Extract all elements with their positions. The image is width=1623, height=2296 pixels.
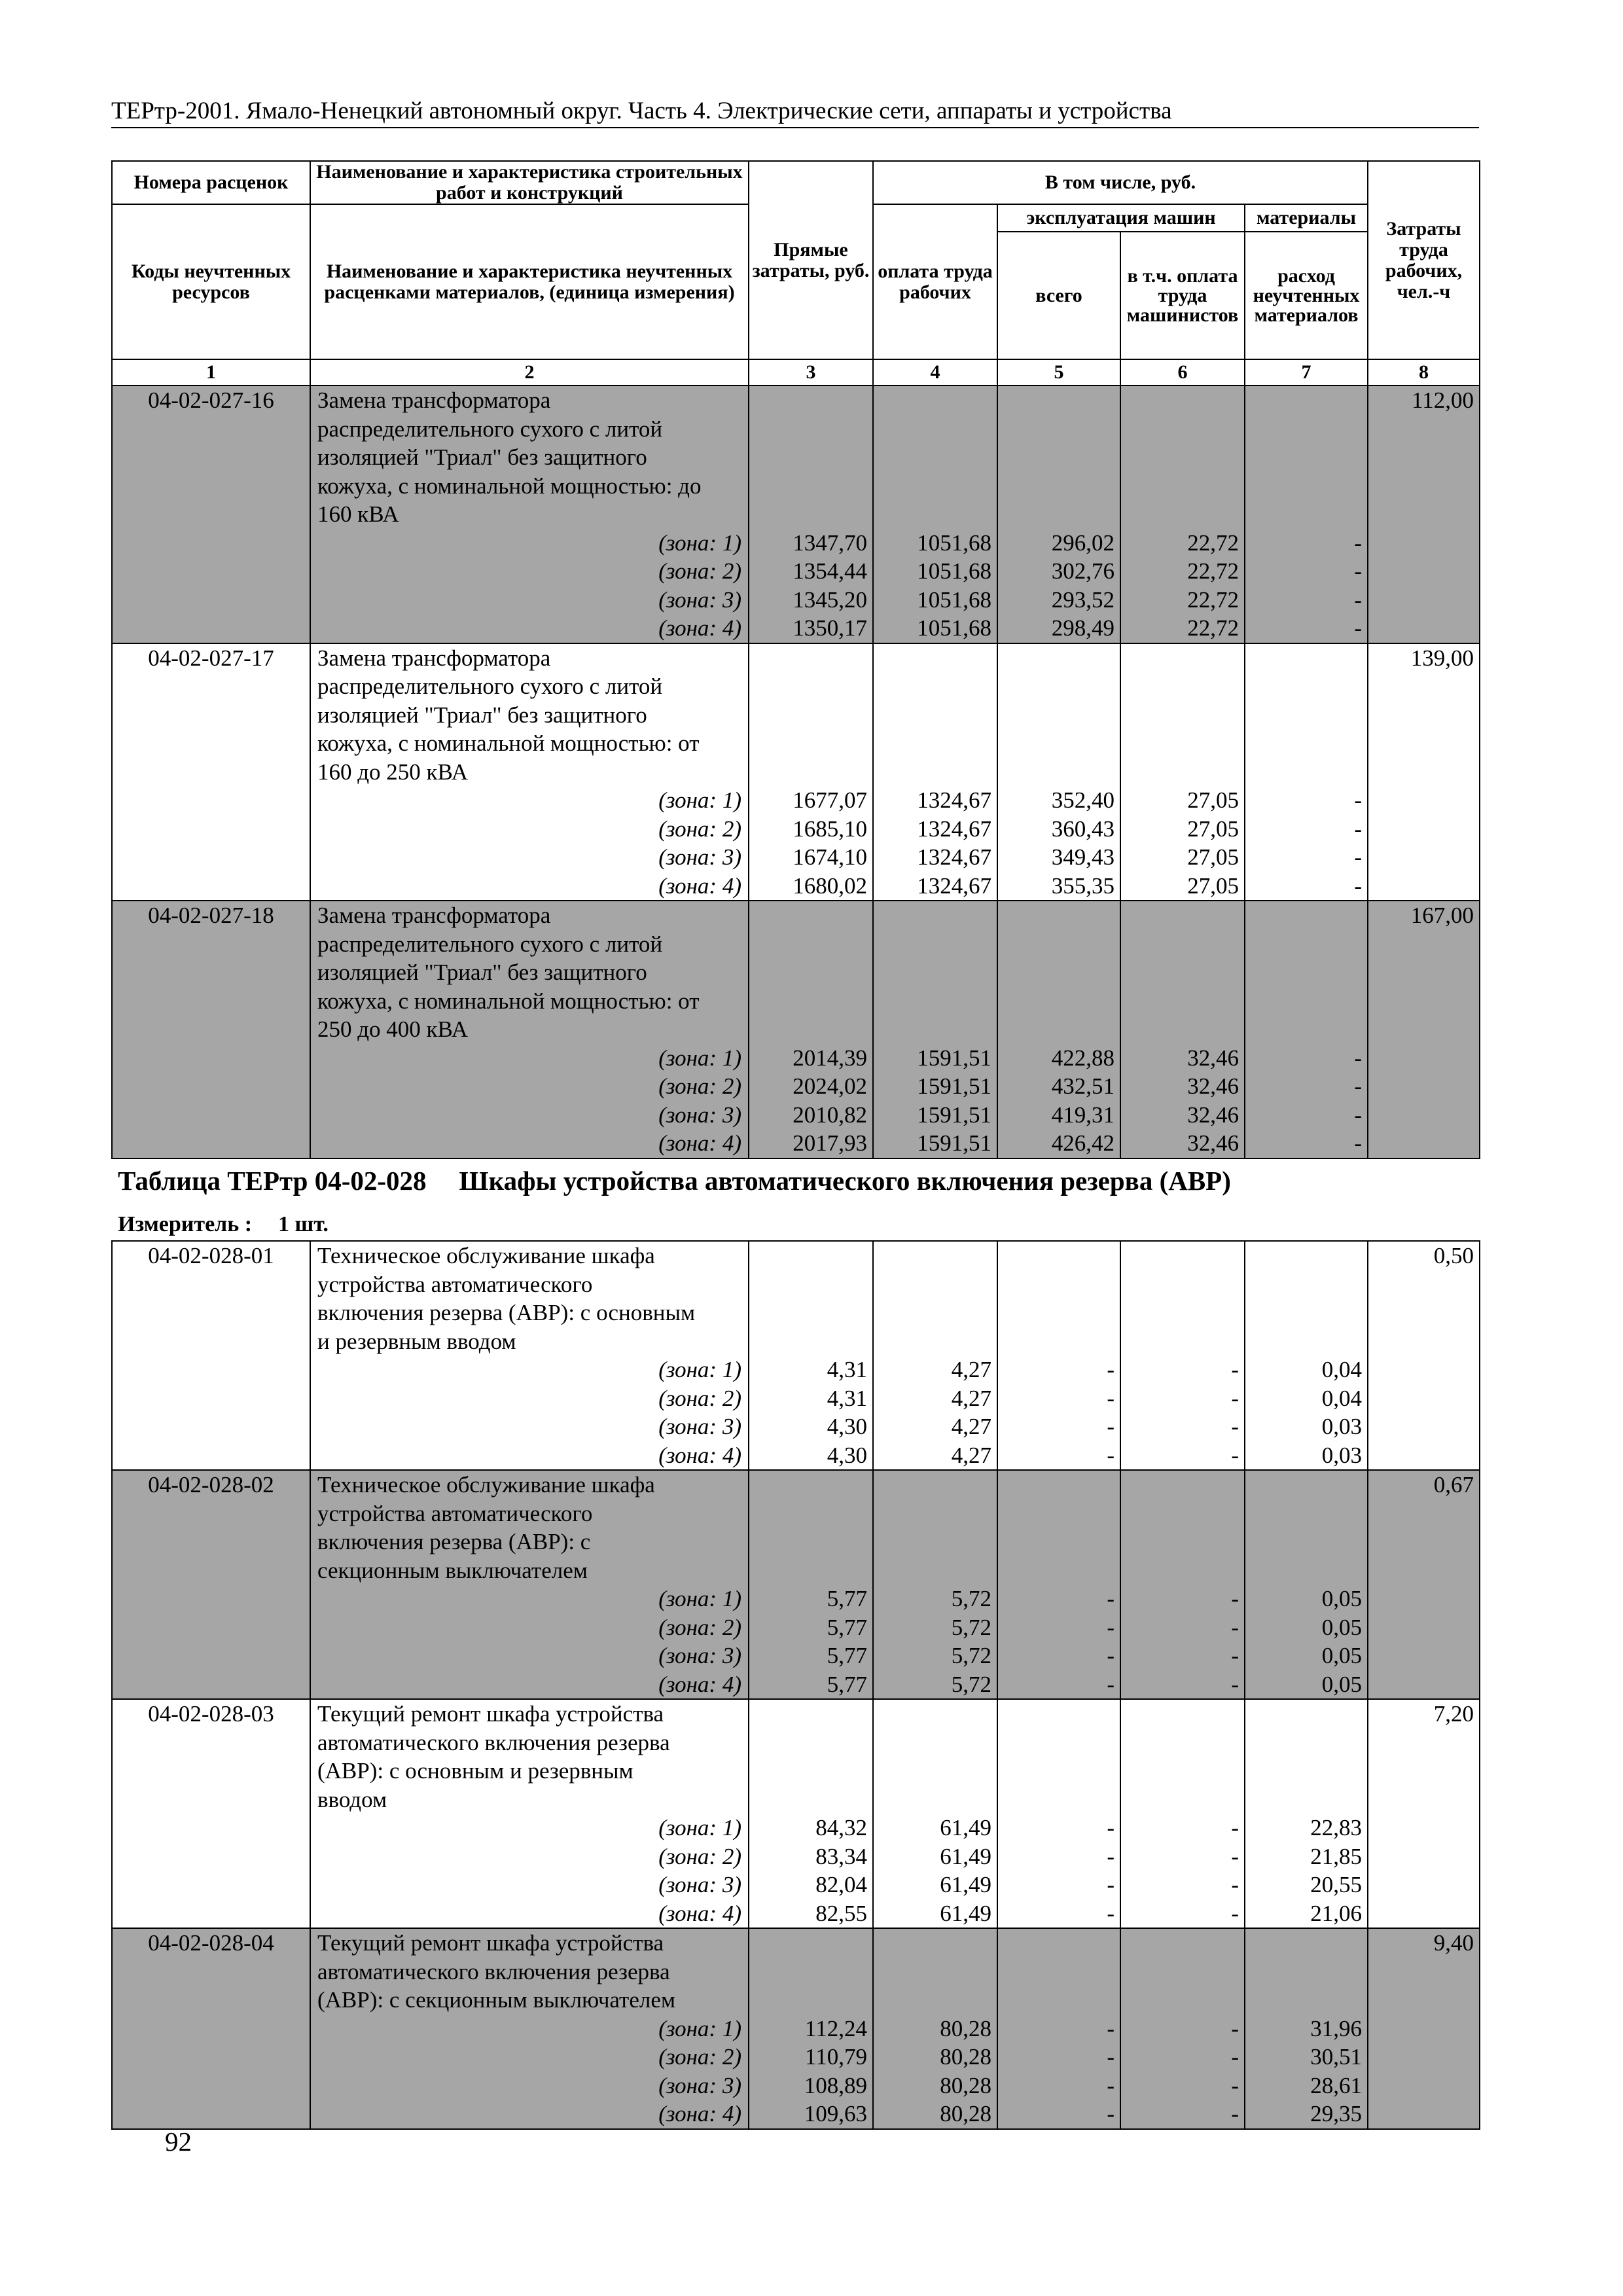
materials-value: - — [1354, 586, 1362, 613]
direct-value: 4,30 — [827, 1442, 867, 1468]
description-line: Замена трансформатора — [317, 645, 551, 671]
rate-description — [310, 901, 749, 1158]
operators-value: - — [1231, 1671, 1239, 1697]
unit-label: Измеритель : — [118, 1212, 253, 1236]
description-line: (АВР): с основным и резервным — [317, 1758, 633, 1784]
materials-value: 28,61 — [1310, 2072, 1362, 2098]
machines-value: 432,51 — [1051, 1073, 1115, 1099]
rate-code: 04-02-028-03 — [112, 1699, 310, 1928]
wages-value: 5,72 — [951, 1643, 991, 1668]
machines-value: - — [1107, 1385, 1115, 1411]
direct-value: 83,34 — [815, 1843, 867, 1869]
operators-value: 32,46 — [1187, 1102, 1239, 1128]
description-line: автоматического включения резерва — [317, 1729, 670, 1755]
direct-value: 2024,02 — [793, 1073, 867, 1099]
wages-value: 4,27 — [951, 1442, 991, 1468]
description-line: 160 кВА — [317, 501, 399, 527]
zone-label: (зона: 3) — [658, 844, 741, 870]
zone-label: (зона: 1) — [658, 1815, 741, 1840]
description-line: распределительного сухого с литой — [317, 416, 663, 442]
wages-value: 5,72 — [951, 1671, 991, 1697]
materials-value: 20,55 — [1310, 1872, 1362, 1897]
rate-code: 04-02-028-02 — [112, 1470, 310, 1699]
direct-value: 112,24 — [805, 2015, 867, 2041]
operators-value: - — [1231, 1586, 1239, 1611]
direct-value: 2010,82 — [793, 1102, 867, 1128]
materials-value: 0,03 — [1321, 1442, 1362, 1468]
rate-code: 04-02-028-01 — [112, 1241, 310, 1470]
wages-value: 1324,67 — [917, 787, 991, 813]
direct-value: 110,79 — [805, 2044, 867, 2070]
direct-value: 1677,07 — [793, 787, 867, 813]
direct-value: 4,31 — [827, 1357, 867, 1382]
direct-value: 1674,10 — [793, 844, 867, 870]
rate-code: 04-02-027-16 — [112, 386, 310, 643]
materials-value: 0,05 — [1321, 1614, 1362, 1640]
zone-label: (зона: 1) — [658, 2015, 741, 2041]
machines-value: - — [1107, 1614, 1115, 1640]
materials-value: 21,85 — [1310, 1843, 1362, 1869]
machines-value: - — [1107, 1843, 1115, 1869]
zone-label: (зона: 1) — [658, 1045, 741, 1071]
column-number: 8 — [1368, 359, 1480, 386]
description-line: 250 до 400 кВА — [317, 1016, 468, 1042]
wages-value: 4,27 — [951, 1357, 991, 1382]
col-direct — [749, 386, 873, 643]
materials-value: - — [1354, 1102, 1362, 1128]
materials-value: - — [1354, 1073, 1362, 1099]
machines-value: 296,02 — [1051, 529, 1115, 556]
wages-value: 1324,67 — [917, 872, 991, 899]
labor-cost: 0,50 — [1368, 1241, 1480, 1470]
machines-value: 349,43 — [1051, 844, 1115, 870]
operators-value: - — [1231, 1442, 1239, 1468]
wages-value: 80,28 — [940, 2072, 991, 2098]
table-header — [112, 161, 1480, 386]
machines-value: 360,43 — [1051, 816, 1115, 842]
col-machines — [997, 1699, 1120, 1928]
direct-value: 1680,02 — [793, 872, 867, 899]
operators-value: 22,72 — [1187, 529, 1239, 556]
operators-value: 22,72 — [1187, 615, 1239, 641]
operators-value: - — [1231, 1900, 1239, 1926]
col-operators — [1120, 1241, 1245, 1470]
header-machine-operation: эксплуатация машин — [997, 204, 1245, 232]
description-line: включения резерва (АВР): с основным — [317, 1300, 696, 1325]
description-line: кожуха, с номинальной мощностью: до — [317, 473, 702, 499]
wages-value: 4,27 — [951, 1414, 991, 1439]
operators-value: - — [1231, 1357, 1239, 1382]
direct-value: 84,32 — [815, 1815, 867, 1840]
header-materials: материалы — [1245, 204, 1368, 232]
operators-value: - — [1231, 1414, 1239, 1439]
col-wages — [873, 643, 997, 901]
description-line: распределительного сухого с литой — [317, 931, 663, 957]
col-machines — [997, 386, 1120, 643]
operators-value: - — [1231, 1815, 1239, 1840]
col-wages — [873, 1470, 997, 1699]
zone-label: (зона: 1) — [658, 1586, 741, 1611]
direct-value: 4,30 — [827, 1414, 867, 1439]
rate-description — [310, 1928, 749, 2129]
labor-cost: 112,00 — [1368, 386, 1480, 643]
col-wages — [873, 386, 997, 643]
machines-value: - — [1107, 1872, 1115, 1897]
description-line: Замена трансформатора — [317, 387, 551, 413]
direct-value: 5,77 — [827, 1643, 867, 1668]
machines-value: - — [1107, 1414, 1115, 1439]
description-line: изоляцией "Триал" без защитного — [317, 444, 647, 470]
direct-value: 1350,17 — [793, 615, 867, 641]
wages-value: 80,28 — [940, 2015, 991, 2041]
zone-label: (зона: 3) — [658, 1102, 741, 1128]
col-operators — [1120, 643, 1245, 901]
direct-value: 1685,10 — [793, 816, 867, 842]
description-line: Текущий ремонт шкафа устройства — [317, 1930, 664, 1956]
wages-value: 1051,68 — [917, 615, 991, 641]
machines-value: - — [1107, 1586, 1115, 1611]
zone-label: (зона: 4) — [658, 872, 741, 899]
col-materials — [1245, 1928, 1368, 2129]
operators-value: - — [1231, 1872, 1239, 1897]
rates-table-04-02-027 — [111, 160, 1480, 1159]
materials-value: 21,06 — [1310, 1900, 1362, 1926]
materials-value: 22,83 — [1310, 1815, 1362, 1840]
col-materials — [1245, 643, 1368, 901]
materials-value: 0,04 — [1321, 1357, 1362, 1382]
zone-label: (зона: 2) — [658, 558, 741, 584]
zone-label: (зона: 3) — [658, 586, 741, 613]
materials-value: 29,35 — [1310, 2101, 1362, 2126]
materials-value: 0,05 — [1321, 1671, 1362, 1697]
direct-value: 1345,20 — [793, 586, 867, 613]
col-materials — [1245, 386, 1368, 643]
operators-value: - — [1231, 2072, 1239, 2098]
direct-value: 5,77 — [827, 1614, 867, 1640]
header-unaccounted-materials: расход неучтенных материалов — [1245, 232, 1368, 359]
direct-value: 109,63 — [804, 2101, 867, 2126]
labor-cost: 167,00 — [1368, 901, 1480, 1158]
labor-cost: 0,67 — [1368, 1470, 1480, 1699]
materials-value: - — [1354, 787, 1362, 813]
column-number: 5 — [997, 359, 1120, 386]
zone-label: (зона: 1) — [658, 1357, 741, 1382]
description-line: и резервным вводом — [317, 1328, 516, 1354]
wages-value: 1591,51 — [917, 1045, 991, 1071]
machines-value: 298,49 — [1051, 615, 1115, 641]
description-line: устройства автоматического — [317, 1500, 593, 1526]
header-labor-costs: Затраты труда рабочих, чел.-ч — [1368, 161, 1480, 359]
direct-value: 5,77 — [827, 1671, 867, 1697]
wages-value: 1324,67 — [917, 844, 991, 870]
direct-value: 108,89 — [804, 2072, 867, 2098]
operators-value: - — [1231, 1643, 1239, 1668]
direct-value: 2017,93 — [793, 1130, 867, 1156]
zone-label: (зона: 1) — [658, 529, 741, 556]
wages-value: 1324,67 — [917, 816, 991, 842]
header-worker-wages: оплата труда рабочих — [873, 204, 997, 359]
machines-value: - — [1107, 2072, 1115, 2098]
direct-value: 2014,39 — [793, 1045, 867, 1071]
machines-value: 352,40 — [1051, 787, 1115, 813]
operators-value: 27,05 — [1187, 787, 1239, 813]
operators-value: - — [1231, 2044, 1239, 2070]
description-line: включения резерва (АВР): с — [317, 1529, 591, 1554]
machines-value: - — [1107, 1815, 1115, 1840]
materials-value: - — [1354, 844, 1362, 870]
col-materials — [1245, 1470, 1368, 1699]
header-work-name: Наименование и характеристика строительных работ и конструкций — [310, 161, 749, 204]
machines-value: 419,31 — [1051, 1102, 1115, 1128]
table2-code: Таблица ТЕРтр 04-02-028 — [118, 1166, 427, 1196]
materials-value: 30,51 — [1310, 2044, 1362, 2070]
rate-row — [112, 1470, 1480, 1699]
col-wages — [873, 1241, 997, 1470]
col-machines — [997, 901, 1120, 1158]
materials-value: - — [1354, 615, 1362, 641]
operators-value: - — [1231, 1614, 1239, 1640]
zone-label: (зона: 2) — [658, 2044, 741, 2070]
materials-value: 0,03 — [1321, 1414, 1362, 1439]
rate-row — [112, 386, 1480, 643]
rate-row — [112, 643, 1480, 901]
col-wages — [873, 1928, 997, 2129]
wages-value: 1051,68 — [917, 529, 991, 556]
machines-value: 302,76 — [1051, 558, 1115, 584]
operators-value: 27,05 — [1187, 872, 1239, 899]
table2-body — [112, 1241, 1480, 2129]
col-materials — [1245, 901, 1368, 1158]
col-direct — [749, 901, 873, 1158]
table2-title — [118, 1165, 1264, 1196]
machines-value: - — [1107, 2101, 1115, 2126]
rate-description — [310, 1241, 749, 1470]
machines-value: - — [1107, 1442, 1115, 1468]
machines-value: - — [1107, 1357, 1115, 1382]
page-number: 92 — [165, 2126, 192, 2157]
materials-value: - — [1354, 1045, 1362, 1071]
zone-label: (зона: 4) — [658, 2101, 741, 2126]
col-direct — [749, 643, 873, 901]
zone-label: (зона: 2) — [658, 816, 741, 842]
materials-value: 0,05 — [1321, 1643, 1362, 1668]
description-line: секционным выключателем — [317, 1557, 588, 1583]
description-line: Текущий ремонт шкафа устройства — [317, 1701, 664, 1727]
materials-value: - — [1354, 1130, 1362, 1156]
rate-description — [310, 386, 749, 643]
col-machines — [997, 1928, 1120, 2129]
rate-description — [310, 643, 749, 901]
description-line: 160 до 250 кВА — [317, 759, 468, 785]
col-wages — [873, 901, 997, 1158]
machines-value: - — [1107, 1643, 1115, 1668]
zone-label: (зона: 3) — [658, 1414, 741, 1439]
column-number: 3 — [749, 359, 873, 386]
machines-value: - — [1107, 1671, 1115, 1697]
wages-value: 1591,51 — [917, 1130, 991, 1156]
page-header: ТЕРтр-2001. Ямало-Ненецкий автономный округ. Часть 4. Электрические сети, аппараты и устройства — [111, 97, 1479, 128]
table1-body — [112, 386, 1480, 1158]
operators-value: - — [1231, 2101, 1239, 2126]
column-number: 7 — [1245, 359, 1368, 386]
column-numbers-row — [112, 359, 1480, 386]
wages-value: 61,49 — [940, 1872, 991, 1897]
col-machines — [997, 1470, 1120, 1699]
zone-label: (зона: 2) — [658, 1073, 741, 1099]
description-line: Техническое обслуживание шкафа — [317, 1243, 655, 1268]
col-operators — [1120, 901, 1245, 1158]
machines-value: 293,52 — [1051, 586, 1115, 613]
col-machines — [997, 643, 1120, 901]
machines-value: 355,35 — [1051, 872, 1115, 899]
operators-value: 32,46 — [1187, 1130, 1239, 1156]
description-line: кожуха, с номинальной мощностью: от — [317, 730, 700, 756]
column-number: 1 — [112, 359, 310, 386]
wages-value: 4,27 — [951, 1385, 991, 1411]
description-line: (АВР): с секционным выключателем — [317, 1987, 676, 2013]
wages-value: 61,49 — [940, 1843, 991, 1869]
machines-value: 426,42 — [1051, 1130, 1115, 1156]
direct-value: 82,55 — [815, 1900, 867, 1926]
materials-value: - — [1354, 872, 1362, 899]
col-operators — [1120, 1928, 1245, 2129]
wages-value: 5,72 — [951, 1586, 991, 1611]
col-operators — [1120, 1470, 1245, 1699]
header-operator-wages: в т.ч. оплата труда машинистов — [1120, 232, 1245, 359]
materials-value: 31,96 — [1310, 2015, 1362, 2041]
wages-value: 80,28 — [940, 2044, 991, 2070]
zone-label: (зона: 4) — [658, 615, 741, 641]
zone-label: (зона: 3) — [658, 1643, 741, 1668]
unit-value: 1 шт. — [278, 1212, 329, 1236]
rate-description — [310, 1699, 749, 1928]
machines-value: - — [1107, 2044, 1115, 2070]
col-direct — [749, 1928, 873, 2129]
wages-value: 1591,51 — [917, 1102, 991, 1128]
wages-value: 1051,68 — [917, 586, 991, 613]
rate-code: 04-02-027-17 — [112, 643, 310, 901]
header-including: В том числе, руб. — [873, 161, 1368, 204]
zone-label: (зона: 1) — [658, 787, 741, 813]
zone-label: (зона: 3) — [658, 1872, 741, 1897]
zone-label: (зона: 2) — [658, 1614, 741, 1640]
operators-value: 22,72 — [1187, 586, 1239, 613]
zone-label: (зона: 2) — [658, 1843, 741, 1869]
materials-value: - — [1354, 558, 1362, 584]
rate-row — [112, 901, 1480, 1158]
col-operators — [1120, 386, 1245, 643]
materials-value: 0,04 — [1321, 1385, 1362, 1411]
rate-row — [112, 1699, 1480, 1928]
rate-row — [112, 1241, 1480, 1470]
zone-label: (зона: 4) — [658, 1900, 741, 1926]
materials-value: - — [1354, 529, 1362, 556]
zone-label: (зона: 4) — [658, 1671, 741, 1697]
rate-code: 04-02-028-04 — [112, 1928, 310, 2129]
header-material-name: Наименование и характеристика неучтенных расценками материалов, (единица измерения) — [310, 204, 749, 359]
description-line: устройства автоматического — [317, 1271, 593, 1297]
col-direct — [749, 1470, 873, 1699]
operators-value: 27,05 — [1187, 816, 1239, 842]
header-direct-costs: Прямые затраты, руб. — [749, 161, 873, 359]
wages-value: 1591,51 — [917, 1073, 991, 1099]
direct-value: 1354,44 — [793, 558, 867, 584]
column-number: 4 — [873, 359, 997, 386]
machines-value: - — [1107, 1900, 1115, 1926]
zone-label: (зона: 4) — [658, 1442, 741, 1468]
labor-cost: 9,40 — [1368, 1928, 1480, 2129]
rate-code: 04-02-027-18 — [112, 901, 310, 1158]
operators-value: 27,05 — [1187, 844, 1239, 870]
machines-value: 422,88 — [1051, 1045, 1115, 1071]
operators-value: - — [1231, 1843, 1239, 1869]
wages-value: 5,72 — [951, 1614, 991, 1640]
description-line: распределительного сухого с литой — [317, 673, 663, 699]
header-machines-total: всего — [997, 232, 1120, 359]
direct-value: 82,04 — [815, 1872, 867, 1897]
rates-table-04-02-028 — [111, 1240, 1480, 2130]
header-rate-numbers: Номера расценок — [112, 161, 310, 204]
column-number: 6 — [1120, 359, 1245, 386]
direct-value: 5,77 — [827, 1586, 867, 1611]
rate-description — [310, 1470, 749, 1699]
description-line: Замена трансформатора — [317, 903, 551, 928]
col-materials — [1245, 1241, 1368, 1470]
col-machines — [997, 1241, 1120, 1470]
zone-label: (зона: 3) — [658, 2072, 741, 2098]
wages-value: 1051,68 — [917, 558, 991, 584]
col-operators — [1120, 1699, 1245, 1928]
operators-value: - — [1231, 1385, 1239, 1411]
col-materials — [1245, 1699, 1368, 1928]
direct-value: 4,31 — [827, 1385, 867, 1411]
unit-line — [118, 1212, 329, 1237]
description-line: Техническое обслуживание шкафа — [317, 1472, 655, 1498]
description-line: изоляцией "Триал" без защитного — [317, 702, 647, 728]
col-wages — [873, 1699, 997, 1928]
labor-cost: 139,00 — [1368, 643, 1480, 901]
labor-cost: 7,20 — [1368, 1699, 1480, 1928]
zone-label: (зона: 4) — [658, 1130, 741, 1156]
materials-value: - — [1354, 816, 1362, 842]
rate-row — [112, 1928, 1480, 2129]
wages-value: 80,28 — [940, 2101, 991, 2126]
header-resource-codes: Коды неучтенных ресурсов — [112, 204, 310, 359]
description-line: кожуха, с номинальной мощностью: от — [317, 988, 700, 1014]
operators-value: 32,46 — [1187, 1045, 1239, 1071]
description-line: вводом — [317, 1786, 387, 1812]
col-direct — [749, 1241, 873, 1470]
operators-value: 22,72 — [1187, 558, 1239, 584]
materials-value: 0,05 — [1321, 1586, 1362, 1611]
operators-value: - — [1231, 2015, 1239, 2041]
wages-value: 61,49 — [940, 1815, 991, 1840]
column-number: 2 — [310, 359, 749, 386]
wages-value: 61,49 — [940, 1900, 991, 1926]
col-direct — [749, 1699, 873, 1928]
direct-value: 1347,70 — [793, 529, 867, 556]
description-line: автоматического включения резерва — [317, 1958, 670, 1984]
zone-label: (зона: 2) — [658, 1385, 741, 1411]
description-line: изоляцией "Триал" без защитного — [317, 960, 647, 985]
machines-value: - — [1107, 2015, 1115, 2041]
operators-value: 32,46 — [1187, 1073, 1239, 1099]
table2-name: Шкафы устройства автоматического включения резерва (АВР) — [459, 1166, 1231, 1196]
